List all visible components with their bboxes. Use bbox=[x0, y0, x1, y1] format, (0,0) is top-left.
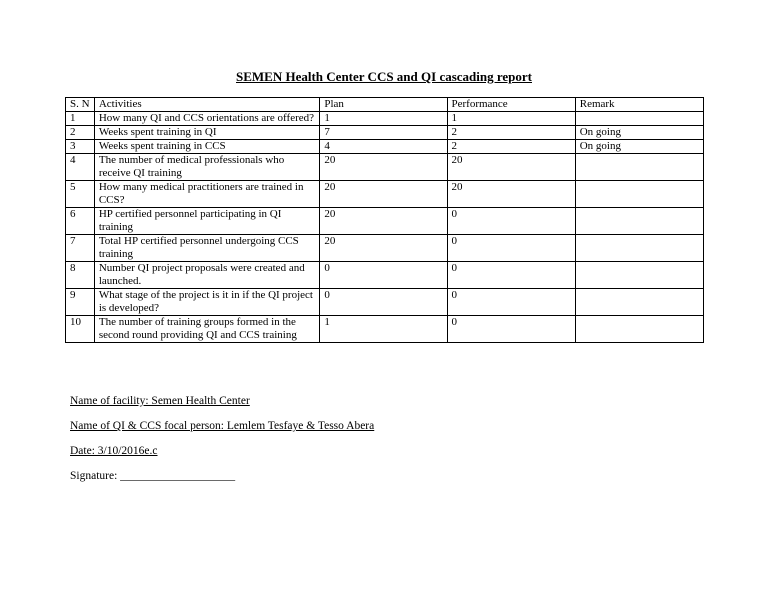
cell-remark bbox=[575, 154, 703, 181]
focal-person: Name of QI & CCS focal person: Lemlem Tesfaye & Tesso Abera bbox=[70, 420, 375, 432]
table-row bbox=[66, 140, 704, 154]
cell-sn: 10 bbox=[66, 316, 95, 343]
cell-sn: 5 bbox=[66, 181, 95, 208]
table-row bbox=[66, 289, 704, 316]
cell-plan: 1 bbox=[320, 112, 447, 126]
cell-activity: The number of training groups formed in the second round providing QI and CCS training bbox=[94, 316, 319, 343]
report-date: Date: 3/10/2016e.c bbox=[70, 445, 158, 457]
header-sn: S. N bbox=[66, 98, 95, 112]
table-row bbox=[66, 181, 704, 208]
cell-activity: The number of medical professionals who receive QI training bbox=[94, 154, 319, 181]
cell-activity: Total HP certified personnel undergoing CCS training bbox=[94, 235, 319, 262]
cell-remark bbox=[575, 316, 703, 343]
cell-performance: 2 bbox=[447, 126, 575, 140]
cell-remark bbox=[575, 235, 703, 262]
cell-sn: 3 bbox=[66, 140, 95, 154]
cell-remark bbox=[575, 181, 703, 208]
cell-performance: 0 bbox=[447, 262, 575, 289]
table-row bbox=[66, 154, 704, 181]
cell-plan: 4 bbox=[320, 140, 447, 154]
cell-activity: Number QI project proposals were created and launched. bbox=[94, 262, 319, 289]
report-table bbox=[65, 97, 704, 343]
report-title: SEMEN Health Center CCS and QI cascading report bbox=[236, 69, 532, 84]
cell-plan: 20 bbox=[320, 154, 447, 181]
table-row bbox=[66, 316, 704, 343]
cell-activity: How many QI and CCS orientations are offered? bbox=[94, 112, 319, 126]
cell-sn: 4 bbox=[66, 154, 95, 181]
table-row bbox=[66, 235, 704, 262]
cell-performance: 0 bbox=[447, 208, 575, 235]
table-row bbox=[66, 126, 704, 140]
cell-plan: 7 bbox=[320, 126, 447, 140]
cell-performance: 20 bbox=[447, 154, 575, 181]
cell-sn: 2 bbox=[66, 126, 95, 140]
cell-performance: 0 bbox=[447, 316, 575, 343]
cell-performance: 20 bbox=[447, 181, 575, 208]
cell-remark bbox=[575, 262, 703, 289]
cell-remark: On going bbox=[575, 126, 703, 140]
cell-remark: On going bbox=[575, 140, 703, 154]
cell-plan: 20 bbox=[320, 208, 447, 235]
table-row bbox=[66, 112, 704, 126]
cell-performance: 0 bbox=[447, 289, 575, 316]
cell-remark bbox=[575, 289, 703, 316]
cell-activity: How many medical practitioners are trained in CCS? bbox=[94, 181, 319, 208]
table-row bbox=[66, 262, 704, 289]
cell-sn: 1 bbox=[66, 112, 95, 126]
table-row bbox=[66, 208, 704, 235]
cell-plan: 1 bbox=[320, 316, 447, 343]
cell-remark bbox=[575, 112, 703, 126]
cell-performance: 1 bbox=[447, 112, 575, 126]
header-plan: Plan bbox=[320, 98, 447, 112]
cell-sn: 8 bbox=[66, 262, 95, 289]
cell-activity: HP certified personnel participating in QI training bbox=[94, 208, 319, 235]
cell-sn: 7 bbox=[66, 235, 95, 262]
header-remark: Remark bbox=[575, 98, 703, 112]
header-performance: Performance bbox=[447, 98, 575, 112]
header-activities: Activities bbox=[94, 98, 319, 112]
cell-activity: Weeks spent training in CCS bbox=[94, 140, 319, 154]
table-header-row bbox=[66, 98, 704, 112]
cell-plan: 0 bbox=[320, 289, 447, 316]
cell-plan: 20 bbox=[320, 181, 447, 208]
cell-activity: Weeks spent training in QI bbox=[94, 126, 319, 140]
cell-performance: 0 bbox=[447, 235, 575, 262]
cell-activity: What stage of the project is it in if the QI project is developed? bbox=[94, 289, 319, 316]
cell-sn: 6 bbox=[66, 208, 95, 235]
cell-sn: 9 bbox=[66, 289, 95, 316]
cell-performance: 2 bbox=[447, 140, 575, 154]
cell-remark bbox=[575, 208, 703, 235]
facility-name: Name of facility: Semen Health Center bbox=[70, 395, 250, 407]
cell-plan: 0 bbox=[320, 262, 447, 289]
signature-line: Signature: ____________________ bbox=[70, 470, 236, 482]
cell-plan: 20 bbox=[320, 235, 447, 262]
